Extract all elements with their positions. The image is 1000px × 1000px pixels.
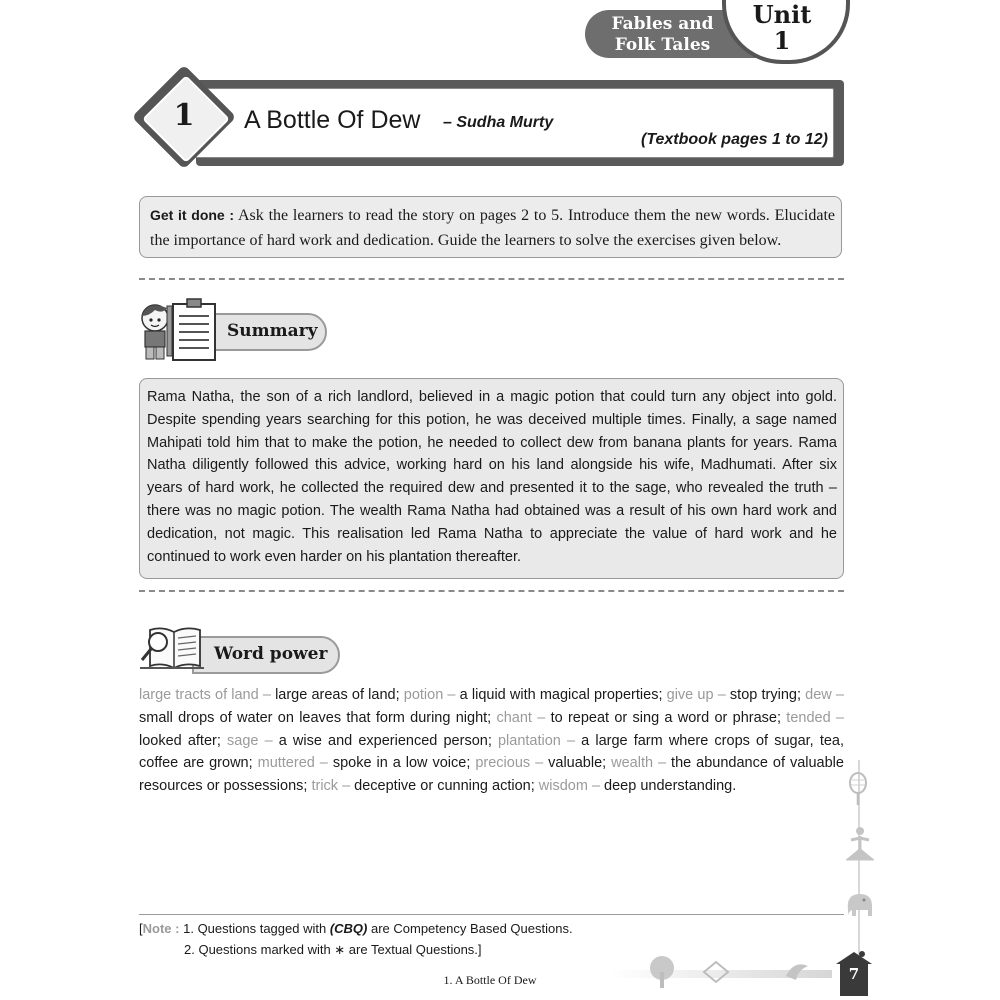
unit-label-number: 1 — [773, 26, 791, 55]
glossary-meaning: looked after; — [139, 732, 228, 749]
unit-label — [728, 2, 836, 54]
elephant-icon — [844, 888, 874, 918]
note-divider — [139, 914, 844, 915]
glossary-meaning: deep understanding. — [600, 778, 737, 795]
unit-theme-line1: Fables and — [611, 14, 714, 34]
glossary-meaning: a large farm where crops of sugar, tea, coffee are grown; — [139, 732, 845, 772]
unit-theme-line2: Folk Tales — [614, 35, 711, 55]
note-bracket: [ — [139, 921, 143, 936]
unit-theme — [600, 14, 725, 56]
glossary-term: plantation – — [497, 732, 576, 749]
glossary-meaning: the abundance of valuable resources or possessions; — [139, 755, 844, 795]
glossary-meaning: stop trying; — [725, 687, 806, 703]
chapter-number: 1 — [173, 98, 195, 133]
note-text: Questions tagged with — [197, 921, 330, 936]
footer-decoration — [610, 956, 832, 992]
glossary-term: muttered – — [257, 755, 328, 772]
note-line-1 — [139, 918, 573, 939]
glossary-meaning: a liquid with magical properties; — [455, 687, 667, 703]
divider — [139, 590, 844, 592]
summary-heading: Summary — [227, 321, 318, 341]
cbq-tag: (CBQ) — [329, 921, 368, 936]
book-magnifier-icon — [138, 622, 206, 672]
footer-chapter-title: 1. A Bottle Of Dew — [443, 973, 537, 987]
glossary-term: sage – — [227, 732, 273, 749]
glossary-meaning: deceptive or cunning action; — [350, 778, 539, 795]
textbook-pages: (Textbook pages 1 to 12) — [641, 131, 828, 148]
page-number: 7 — [848, 965, 860, 983]
note-item-number: 2. — [184, 942, 195, 957]
glossary-term: wealth – — [611, 755, 667, 772]
glossary-term: trick – — [311, 778, 351, 795]
glossary-meaning: large areas of land; — [270, 687, 404, 703]
note-block — [139, 918, 573, 960]
glossary-term: chant – — [496, 709, 546, 726]
glossary-term: tended – — [786, 709, 844, 726]
glossary-meaning: valuable; — [543, 755, 612, 772]
get-it-done-body: Ask the learners to read the story on pages 2 to 5. Introduce them the new words. Elucidate the importance of hard work and dedication. Guide the learners to solve the exercises given below. — [150, 207, 836, 249]
unit-label-word: Unit — [752, 0, 812, 29]
yoga-pose-icon — [846, 826, 874, 862]
glossary-term: potion – — [403, 687, 456, 703]
note-item-number: 1. — [183, 921, 194, 936]
note-text: Questions marked with ∗ are Textual Questions.] — [198, 942, 482, 957]
glossary-meaning: a wise and experienced person; — [272, 732, 498, 749]
note-text: are Competency Based Questions. — [367, 921, 573, 936]
word-power-list — [139, 684, 844, 798]
divider — [139, 278, 844, 280]
get-it-done-text — [150, 203, 835, 253]
get-it-done-label: Get it done : — [150, 207, 235, 223]
summary-text: Rama Natha, the son of a rich landlord, believed in a magic potion that could turn any object into gold. Despite spending years searching for this potion, he was deceived multiple times. Finally, a sage named Mahipati told him that to make the potion, he needed to collect dew from banana plants for years. Rama Natha diligently followed this advice, working hard on his land alongside his wife, Madhumati. After six years of hard work, he collected the required dew and presented it to the sage, who revealed the truth – there was no magic potion. The wealth Rama Natha had obtained was a result of his own hard work and dedication, not magic. This realisation led Rama Natha to appreciate the value of hard work and he continued to work even harder on his plantation thereafter. — [147, 389, 837, 565]
clipboard-boy-icon — [137, 294, 219, 364]
note-line-2 — [139, 939, 573, 960]
glossary-meaning: small drops of water on leaves that form during night; — [139, 709, 497, 726]
glossary-meaning: to repeat or sing a word or phrase; — [545, 709, 787, 726]
glossary-term: give up – — [666, 687, 726, 703]
chapter-title: A Bottle Of Dew — [244, 106, 421, 134]
glossary-meaning: spoke in a low voice; — [327, 755, 476, 772]
glossary-term: wisdom – — [538, 778, 601, 795]
racket-icon — [846, 772, 870, 806]
glossary-term: large tracts of land – — [139, 687, 271, 703]
chapter-author: – Sudha Murty — [443, 114, 554, 131]
glossary-term: precious – — [475, 755, 544, 772]
word-power-heading: Word power — [214, 644, 328, 664]
note-label: Note : — [142, 921, 180, 936]
glossary-term: dew – — [805, 687, 844, 703]
